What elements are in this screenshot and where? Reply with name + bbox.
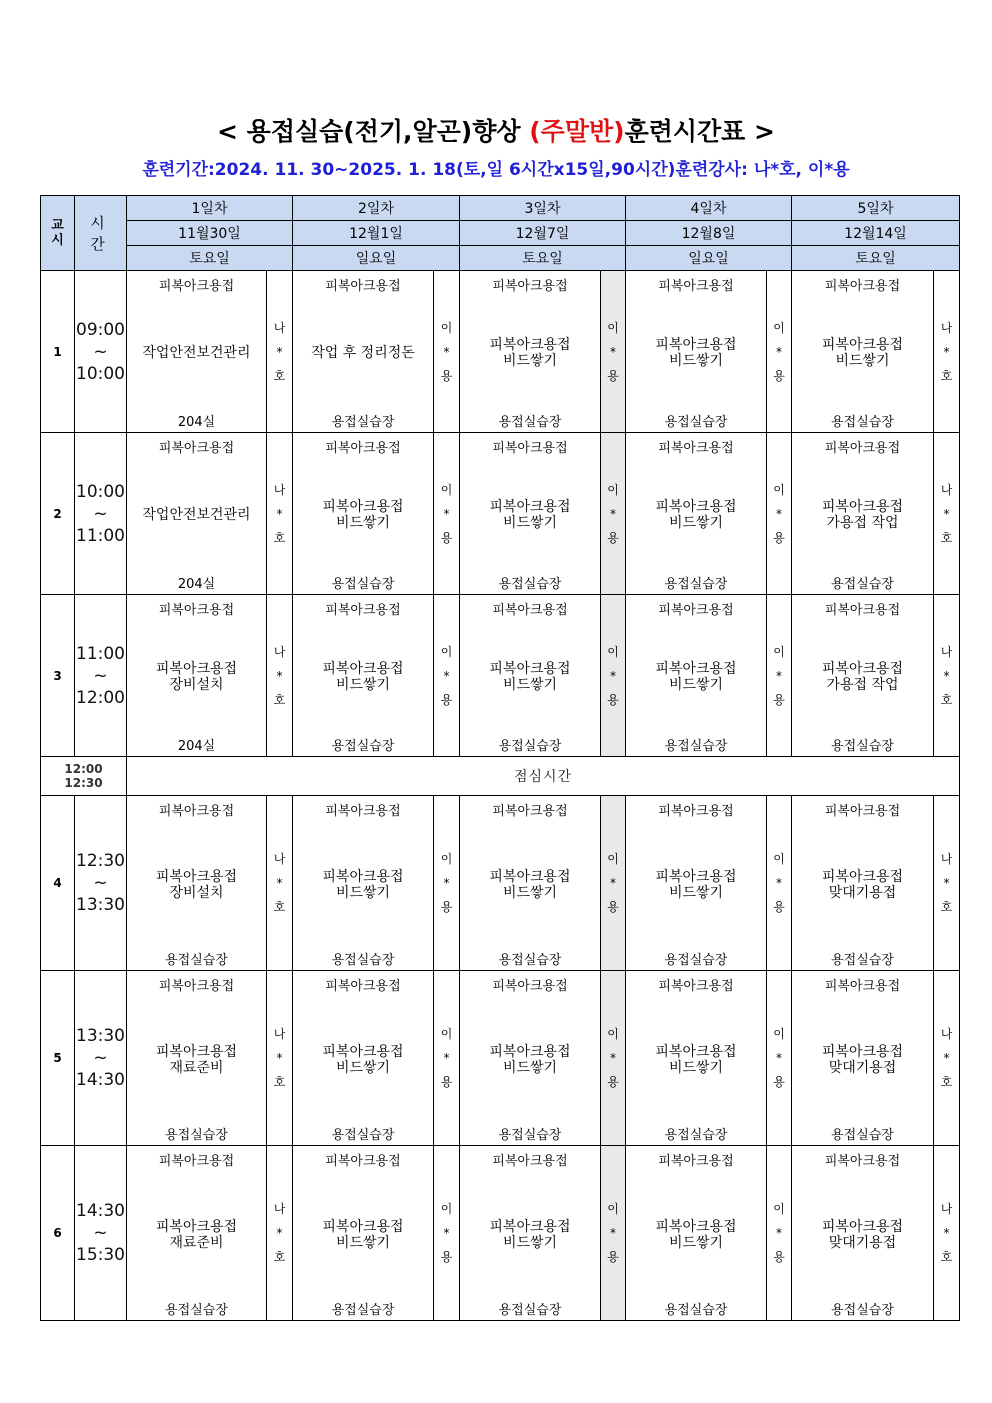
period-row — [41, 433, 960, 460]
room-cell: 용접실습장 — [460, 1122, 601, 1146]
period-row — [41, 971, 960, 998]
room-cell: 용접실습장 — [293, 947, 434, 971]
lesson-content-cell: 피복아크용접 재료준비 — [127, 997, 267, 1122]
period-row-main — [41, 1172, 960, 1297]
header-date-5: 12월14일 — [792, 221, 960, 246]
lunch-label: 점심시간 — [127, 757, 960, 796]
header-date-2: 12월1일 — [293, 221, 460, 246]
header-day-3: 3일차 — [460, 196, 626, 221]
lesson-content-cell: 피복아크용접 비드쌓기 — [460, 459, 601, 571]
subject-cell: 피복아크용접 — [626, 433, 767, 460]
room-cell: 용접실습장 — [626, 1297, 767, 1321]
room-cell: 용접실습장 — [626, 1122, 767, 1146]
header-row-weekday — [41, 246, 960, 271]
instructor-cell: 나 * 호 — [267, 971, 293, 1146]
period-time: 11:00 ~ 12:00 — [75, 595, 127, 757]
subject-cell: 피복아크용접 — [293, 796, 434, 823]
instructor-cell: 이 * 용 — [601, 1146, 626, 1321]
lesson-content-cell: 피복아크용접 맞대기용접 — [792, 997, 934, 1122]
instructor-cell: 이 * 용 — [601, 796, 626, 971]
header-weekday-2: 일요일 — [293, 246, 460, 271]
period-row-room — [41, 409, 960, 433]
lesson-content-cell: 작업안전보건관리 — [127, 459, 267, 571]
lesson-content-cell: 피복아크용접 비드쌓기 — [460, 1172, 601, 1297]
instructor-cell: 이 * 용 — [767, 595, 792, 757]
subject-cell: 피복아크용접 — [792, 595, 934, 622]
period-time: 14:30 ~ 15:30 — [75, 1146, 127, 1321]
instructor-cell: 나 * 호 — [934, 433, 960, 595]
period-time: 10:00 ~ 11:00 — [75, 433, 127, 595]
instructor-cell: 나 * 호 — [267, 1146, 293, 1321]
lesson-content-cell: 피복아크용접 비드쌓기 — [293, 997, 434, 1122]
lesson-content-cell: 피복아크용접 비드쌓기 — [293, 621, 434, 733]
subject-cell: 피복아크용접 — [460, 1146, 601, 1173]
lesson-content-cell: 피복아크용접 장비설치 — [127, 822, 267, 947]
subject-cell: 피복아크용접 — [460, 971, 601, 998]
lesson-content-cell: 피복아크용접 비드쌓기 — [626, 621, 767, 733]
subject-cell: 피복아크용접 — [460, 271, 601, 298]
subject-cell: 피복아크용접 — [293, 595, 434, 622]
title-prefix: < 용접실습(전기,알곤)향상 — [217, 117, 530, 146]
instructor-cell: 나 * 호 — [934, 271, 960, 433]
room-cell: 용접실습장 — [127, 1297, 267, 1321]
period-number: 4 — [41, 796, 75, 971]
lunch-time: 12:00 12:30 — [41, 757, 127, 796]
instructor-cell: 이 * 용 — [434, 796, 460, 971]
period-row — [41, 1146, 960, 1173]
lesson-content-cell: 피복아크용접 가용접 작업 — [792, 459, 934, 571]
header-row-day — [41, 196, 960, 221]
instructor-cell: 나 * 호 — [934, 595, 960, 757]
lunch-row — [41, 757, 960, 796]
instructor-cell: 나 * 호 — [934, 1146, 960, 1321]
lesson-content-cell: 피복아크용접 맞대기용접 — [792, 822, 934, 947]
period-time: 13:30 ~ 14:30 — [75, 971, 127, 1146]
lesson-content-cell: 피복아크용접 비드쌓기 — [626, 997, 767, 1122]
header-date-4: 12월8일 — [626, 221, 792, 246]
subject-cell: 피복아크용접 — [626, 1146, 767, 1173]
header-weekday-1: 토요일 — [127, 246, 293, 271]
room-cell: 용접실습장 — [460, 733, 601, 757]
room-cell: 용접실습장 — [460, 571, 601, 595]
period-row-main — [41, 822, 960, 947]
instructor-cell: 나 * 호 — [934, 971, 960, 1146]
header-weekday-3: 토요일 — [460, 246, 626, 271]
lesson-content-cell: 피복아크용접 비드쌓기 — [460, 297, 601, 409]
subject-cell: 피복아크용접 — [460, 433, 601, 460]
lesson-content-cell: 피복아크용접 비드쌓기 — [293, 1172, 434, 1297]
subject-cell: 피복아크용접 — [792, 971, 934, 998]
lesson-content-cell: 피복아크용접 가용접 작업 — [792, 621, 934, 733]
room-cell: 용접실습장 — [293, 733, 434, 757]
lesson-content-cell: 피복아크용접 장비설치 — [127, 621, 267, 733]
page-title — [0, 112, 992, 148]
subject-cell: 피복아크용접 — [626, 971, 767, 998]
lesson-content-cell: 피복아크용접 재료준비 — [127, 1172, 267, 1297]
lesson-content-cell: 피복아크용접 비드쌓기 — [293, 459, 434, 571]
subject-cell: 피복아크용접 — [127, 271, 267, 298]
instructor-cell: 이 * 용 — [601, 433, 626, 595]
room-cell: 204실 — [127, 409, 267, 433]
period-number: 5 — [41, 971, 75, 1146]
room-cell: 용접실습장 — [127, 947, 267, 971]
period-row — [41, 796, 960, 823]
training-period-subtitle: 훈련기간:2024. 11. 30~2025. 1. 18(토,일 6시간x15일,90시간)훈련강사: 나*호, 이*용 — [142, 160, 850, 180]
header-day-4: 4일차 — [626, 196, 792, 221]
instructor-cell: 이 * 용 — [601, 271, 626, 433]
lesson-content-cell: 피복아크용접 맞대기용접 — [792, 1172, 934, 1297]
room-cell: 용접실습장 — [293, 1122, 434, 1146]
lesson-content-cell: 피복아크용접 비드쌓기 — [626, 822, 767, 947]
instructor-cell: 나 * 호 — [267, 271, 293, 433]
lesson-content-cell: 피복아크용접 비드쌓기 — [792, 297, 934, 409]
period-row-room — [41, 733, 960, 757]
subject-cell: 피복아크용접 — [293, 971, 434, 998]
period-row-main — [41, 459, 960, 571]
title-suffix: 훈련시간표 > — [624, 117, 775, 146]
room-cell: 용접실습장 — [792, 1122, 934, 1146]
room-cell: 용접실습장 — [127, 1122, 267, 1146]
subject-cell: 피복아크용접 — [626, 796, 767, 823]
instructor-cell: 이 * 용 — [434, 433, 460, 595]
lesson-content-cell: 피복아크용접 비드쌓기 — [293, 822, 434, 947]
subject-cell: 피복아크용접 — [792, 1146, 934, 1173]
instructor-cell: 이 * 용 — [767, 271, 792, 433]
period-row-room — [41, 571, 960, 595]
period-row — [41, 271, 960, 298]
room-cell: 용접실습장 — [293, 409, 434, 433]
room-cell: 204실 — [127, 571, 267, 595]
room-cell: 용접실습장 — [293, 1297, 434, 1321]
room-cell: 용접실습장 — [626, 409, 767, 433]
header-time-label: 시 간 — [75, 196, 127, 271]
header-row-date — [41, 221, 960, 246]
header-date-3: 12월7일 — [460, 221, 626, 246]
header-date-1: 11월30일 — [127, 221, 293, 246]
room-cell: 용접실습장 — [460, 947, 601, 971]
lesson-content-cell: 작업안전보건관리 — [127, 297, 267, 409]
period-row-room — [41, 947, 960, 971]
lesson-content-cell: 피복아크용접 비드쌓기 — [460, 822, 601, 947]
instructor-cell: 나 * 호 — [267, 595, 293, 757]
instructor-cell: 이 * 용 — [434, 1146, 460, 1321]
room-cell: 용접실습장 — [792, 733, 934, 757]
room-cell: 용접실습장 — [293, 571, 434, 595]
timetable — [40, 195, 960, 1321]
subject-cell: 피복아크용접 — [626, 595, 767, 622]
lesson-content-cell: 피복아크용접 비드쌓기 — [626, 1172, 767, 1297]
subject-cell: 피복아크용접 — [792, 433, 934, 460]
period-row-main — [41, 621, 960, 733]
instructor-cell: 이 * 용 — [434, 271, 460, 433]
room-cell: 용접실습장 — [792, 947, 934, 971]
lesson-content-cell: 피복아크용접 비드쌓기 — [460, 997, 601, 1122]
lesson-content-cell: 피복아크용접 비드쌓기 — [626, 459, 767, 571]
period-row-room — [41, 1122, 960, 1146]
room-cell: 용접실습장 — [626, 571, 767, 595]
header-day-2: 2일차 — [293, 196, 460, 221]
instructor-cell: 이 * 용 — [601, 971, 626, 1146]
period-number: 3 — [41, 595, 75, 757]
instructor-cell: 나 * 호 — [267, 433, 293, 595]
instructor-cell: 나 * 호 — [267, 796, 293, 971]
instructor-cell: 이 * 용 — [767, 1146, 792, 1321]
period-row-main — [41, 297, 960, 409]
period-number: 6 — [41, 1146, 75, 1321]
room-cell: 용접실습장 — [792, 1297, 934, 1321]
period-row-room — [41, 1297, 960, 1321]
instructor-cell: 이 * 용 — [601, 595, 626, 757]
subject-cell: 피복아크용접 — [792, 271, 934, 298]
header-day-1: 1일차 — [127, 196, 293, 221]
period-number: 1 — [41, 271, 75, 433]
subject-cell: 피복아크용접 — [626, 271, 767, 298]
title-highlight: (주말반) — [529, 117, 625, 146]
lesson-content-cell: 피복아크용접 비드쌓기 — [626, 297, 767, 409]
lesson-content-cell: 작업 후 정리정돈 — [293, 297, 434, 409]
subject-cell: 피복아크용접 — [293, 1146, 434, 1173]
instructor-cell: 이 * 용 — [434, 595, 460, 757]
subject-cell: 피복아크용접 — [792, 796, 934, 823]
instructor-cell: 이 * 용 — [767, 796, 792, 971]
instructor-cell: 나 * 호 — [934, 796, 960, 971]
room-cell: 용접실습장 — [626, 947, 767, 971]
header-weekday-4: 일요일 — [626, 246, 792, 271]
period-time: 09:00 ~ 10:00 — [75, 271, 127, 433]
subject-cell: 피복아크용접 — [127, 1146, 267, 1173]
period-row-main — [41, 997, 960, 1122]
subject-cell: 피복아크용접 — [127, 433, 267, 460]
subject-cell: 피복아크용접 — [460, 595, 601, 622]
room-cell: 용접실습장 — [626, 733, 767, 757]
room-cell: 204실 — [127, 733, 267, 757]
period-row — [41, 595, 960, 622]
period-time: 12:30 ~ 13:30 — [75, 796, 127, 971]
subject-cell: 피복아크용접 — [293, 433, 434, 460]
subject-cell: 피복아크용접 — [127, 595, 267, 622]
room-cell: 용접실습장 — [792, 409, 934, 433]
header-day-5: 5일차 — [792, 196, 960, 221]
period-number: 2 — [41, 433, 75, 595]
room-cell: 용접실습장 — [792, 571, 934, 595]
subject-cell: 피복아크용접 — [460, 796, 601, 823]
subject-cell: 피복아크용접 — [127, 971, 267, 998]
subject-cell: 피복아크용접 — [127, 796, 267, 823]
subject-cell: 피복아크용접 — [293, 271, 434, 298]
room-cell: 용접실습장 — [460, 1297, 601, 1321]
header-weekday-5: 토요일 — [792, 246, 960, 271]
instructor-cell: 이 * 용 — [767, 433, 792, 595]
lesson-content-cell: 피복아크용접 비드쌓기 — [460, 621, 601, 733]
instructor-cell: 이 * 용 — [434, 971, 460, 1146]
header-period-label: 교 시 — [41, 196, 75, 271]
room-cell: 용접실습장 — [460, 409, 601, 433]
instructor-cell: 이 * 용 — [767, 971, 792, 1146]
